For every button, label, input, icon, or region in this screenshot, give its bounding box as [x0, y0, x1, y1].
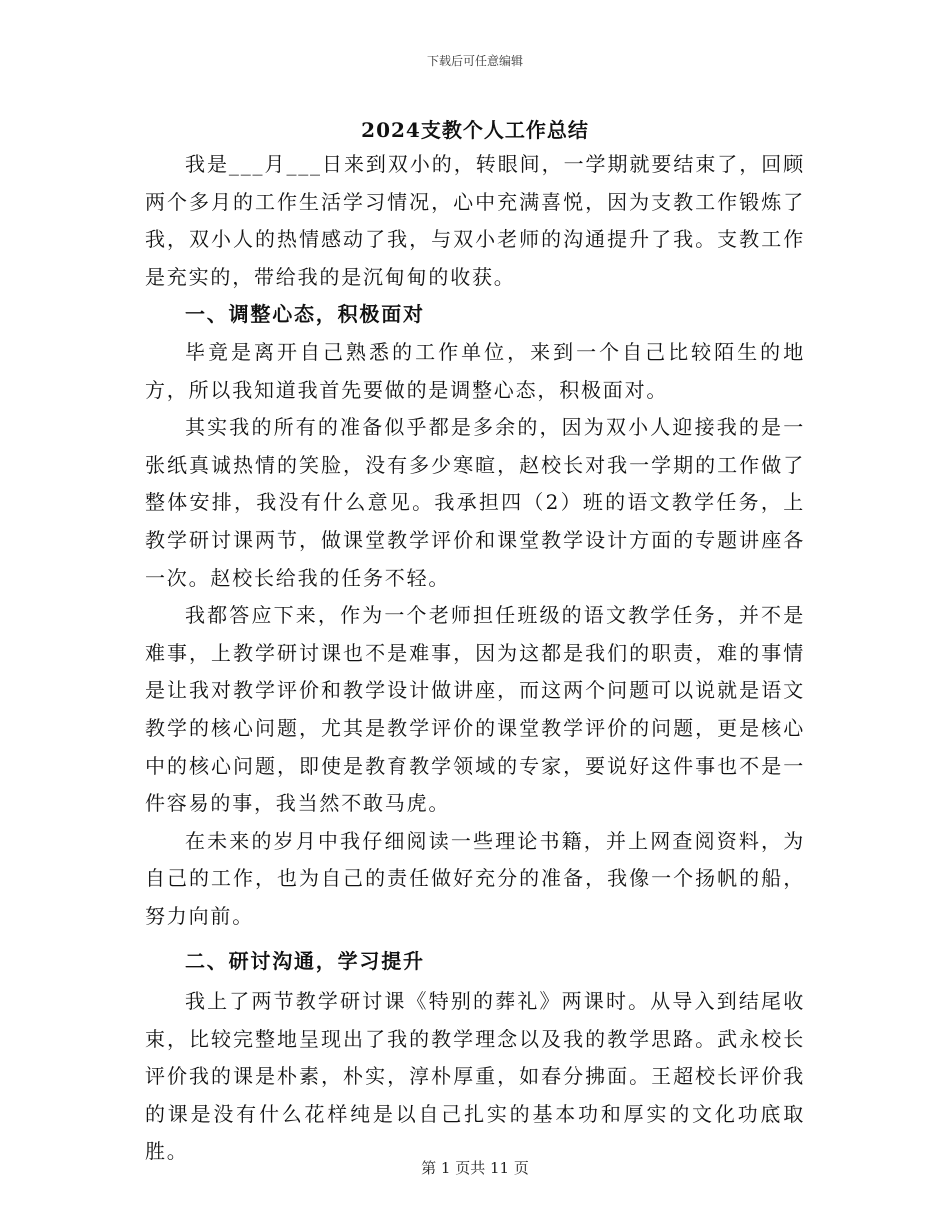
section-1-paragraph-3: 我都答应下来，作为一个老师担任班级的语文教学任务，并不是难事，上教学研讨课也不是难事，因为这都是我们的职责，难的事情是让我对教学评价和教学设计做讲座，而这两个问题可以说就是语文教学的核心问题，尤其是教学评价的课堂教学评价的问题，更是核心中的核心问题，即使是教育教学领域的专家，要说好这件事也不是一件容易的事，我当然不敢马虎。 — [145, 603, 805, 816]
section-1-paragraph-4: 在未来的岁月中我仔细阅读一些理论书籍，并上网查阅资料，为自己的工作，也为自己的责任做好充分的准备，我像一个扬帆的船，努力向前。 — [145, 828, 805, 928]
section-1-paragraph-2: 其实我的所有的准备似乎都是多余的，因为双小人迎接我的是一张纸真诚热情的笑脸，没有多少寒暄，赵校长对我一学期的工作做了整体安排，我没有什么意见。我承担四（2）班的语文教学任务，上教学研讨课两节，做课堂教学评价和课堂教学设计方面的专题讲座各一次。赵校长给我的任务不轻。 — [145, 415, 805, 590]
section-1-paragraph-1: 毕竟是离开自己熟悉的工作单位，来到一个自己比较陌生的地方，所以我知道我首先要做的是调整心态，积极面对。 — [145, 339, 805, 402]
page-footer-page-number: 第 1 页共 11 页 — [421, 1159, 529, 1177]
page-header-note: 下载后可任意编辑 — [426, 54, 523, 68]
document-body — [145, 146, 805, 1171]
section-1-heading: 一、调整心态，积极面对 — [185, 302, 425, 327]
document-title: 2024支教个人工作总结 — [361, 118, 589, 142]
section-2-heading: 二、研讨沟通，学习提升 — [185, 949, 425, 974]
intro-paragraph: 我是___月___日来到双小的，转眼间，一学期就要结束了，回顾两个多月的工作生活学习情况，心中充满喜悦，因为支教工作锻炼了我，双小人的热情感动了我，与双小老师的沟通提升了我。支教工作是充实的，带给我的是沉甸甸的收获。 — [145, 152, 805, 289]
section-2-paragraph-1: 我上了两节教学研讨课《特别的葬礼》两课时。从导入到结尾收束，比较完整地呈现出了我的教学理念以及我的教学思路。武永校长评价我的课是朴素，朴实，淳朴厚重，如春分拂面。王超校长评价我的课是没有什么花样纯是以自己扎实的基本功和厚实的文化功底取胜。 — [145, 989, 805, 1164]
